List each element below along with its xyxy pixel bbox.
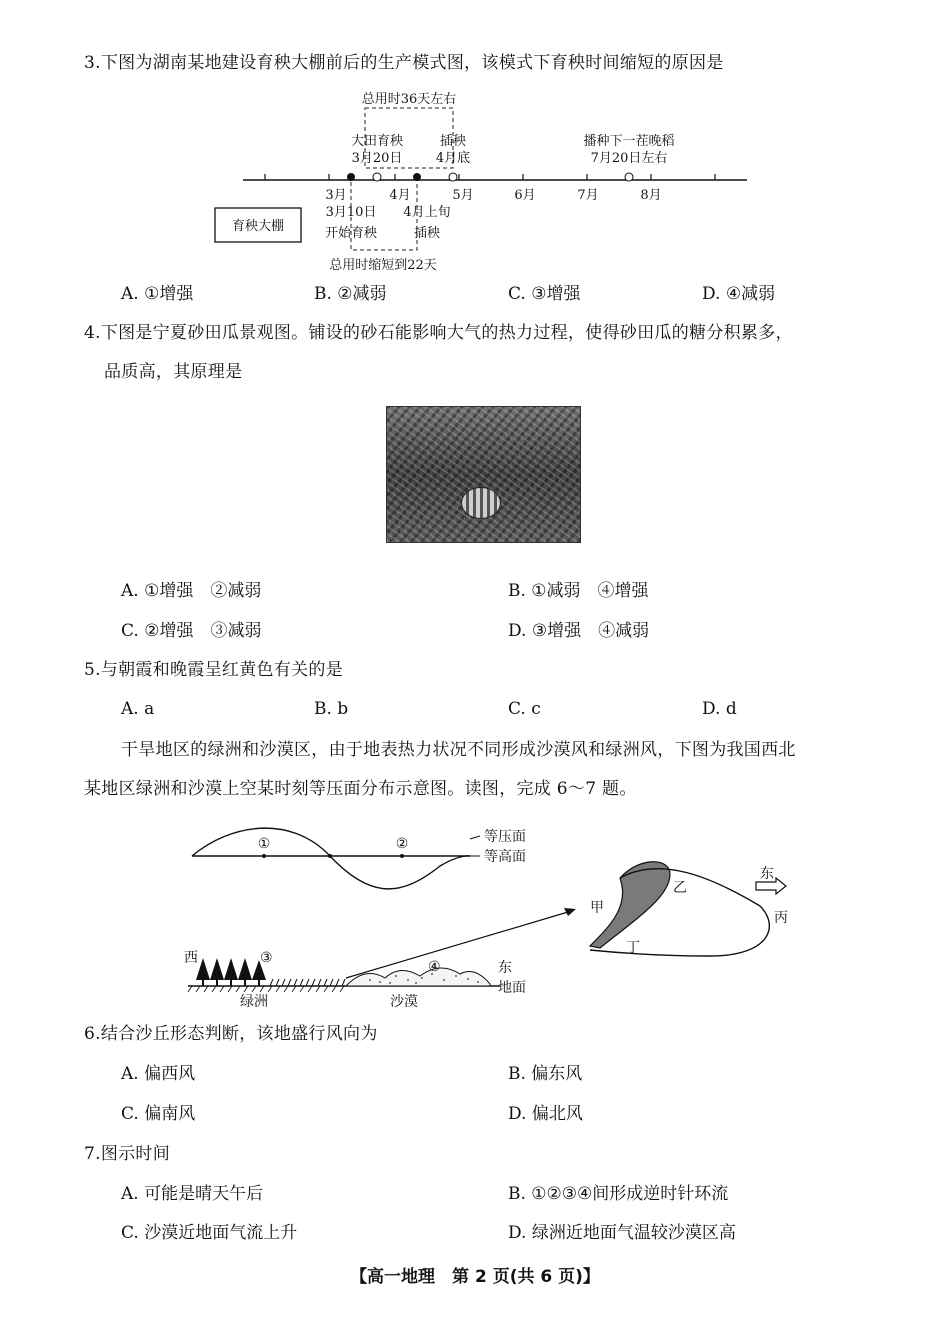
q3-field-date: 3月20日 (351, 151, 403, 166)
intro-line1: 干旱地区的绿洲和沙漠区，由于地表热力状况不同形成沙漠风和绿洲风，下图为我国西北 (121, 740, 796, 760)
q6-option-a[interactable]: A. 偏西风 (121, 1064, 196, 1084)
q3-field-label: 大田育秧 (350, 134, 404, 149)
q7-option-a[interactable]: A. 可能是晴天午后 (121, 1184, 264, 1204)
label-yi: 乙 (673, 880, 687, 896)
q5-option-a[interactable]: A. a (121, 699, 155, 719)
q5-option-c[interactable]: C. c (508, 699, 541, 719)
q4-option-c[interactable]: C. ②增强 ③减弱 (121, 621, 262, 641)
label-point-4: ④ (428, 959, 441, 975)
oasis-desert-figure (170, 816, 800, 1010)
q3-late-rice-label: 播种下一茬晚稻 (583, 134, 675, 149)
q5-stem: 5.与朝霞和晚霞呈红黄色有关的是 (84, 660, 344, 680)
q3-greenhouse-transplant-dot (413, 173, 421, 181)
q3-gh-start: 开始育秧 (324, 226, 378, 241)
label-point-2: ② (395, 836, 409, 852)
q3-month-6: 6月 (514, 188, 536, 203)
q6-option-c[interactable]: C. 偏南风 (121, 1104, 196, 1124)
q5-option-d[interactable]: D. d (702, 699, 737, 719)
point-2-dot (400, 854, 404, 858)
oasis-trees (196, 958, 266, 986)
q3-late-rice-dot (625, 173, 633, 181)
intro-line2: 某地区绿洲和沙漠上空某时刻等压面分布示意图。读图，完成 6～7 题。 (84, 779, 637, 799)
q4-option-d[interactable]: D. ③增强 ④减弱 (508, 621, 650, 641)
q3-transplant-label: 插秧 (439, 134, 467, 149)
label-point-3: ③ (260, 950, 273, 966)
q3-bottom-total: 总用时缩短到22天 (329, 258, 437, 273)
label-point-1: ① (257, 836, 271, 852)
q3-option-a[interactable]: A. ①增强 (121, 284, 194, 304)
zoom-arrow-head (564, 908, 576, 916)
q3-late-rice-date: 7月20日左右 (590, 151, 668, 166)
q3-gh-transplant-date: 4月上旬 (403, 205, 451, 220)
label-oasis: 绿洲 (240, 994, 268, 1010)
q4-stem-line1: 4.下图是宁夏砂田瓜景观图。铺设的砂石能影响大气的热力过程，使得砂田瓜的糖分积累多， (84, 323, 793, 343)
label-desert: 沙漠 (390, 994, 418, 1010)
point-mid-dot (328, 854, 332, 858)
q3-transplant-date: 4月底 (435, 151, 471, 166)
ground-hatching (188, 986, 344, 992)
q3-month-3: 3月 (325, 188, 347, 203)
q3-month-4: 4月 (389, 188, 411, 203)
q3-option-d[interactable]: D. ④减弱 (702, 284, 776, 304)
label-jia: 甲 (590, 900, 604, 916)
q3-greenhouse-start-dot (347, 173, 355, 181)
point-1-dot (262, 854, 266, 858)
q3-stem: 3.下图为湖南某地建设育秧大棚前后的生产模式图，该模式下育秧时间缩短的原因是 (84, 53, 724, 73)
q3-month-5: 5月 (452, 188, 474, 203)
label-east: 东 (498, 960, 512, 976)
q6-option-b[interactable]: B. 偏东风 (508, 1064, 583, 1084)
q4-option-a[interactable]: A. ①增强 ②减弱 (121, 581, 262, 601)
zoom-arrow-line (346, 912, 568, 978)
label-dune-east: 东 (760, 866, 774, 882)
label-ding: 丁 (626, 940, 640, 956)
sand-field-melon-photo (386, 406, 581, 543)
q3-month-7: 7月 (577, 188, 599, 203)
q7-stem: 7.图示时间 (84, 1144, 171, 1164)
q4-stem-line2: 品质高，其原理是 (104, 362, 243, 382)
label-isobar: 等压面 (484, 829, 526, 845)
page-footer: 【高一地理 第 2 页(共 6 页)】 (350, 1267, 600, 1287)
q6-stem: 6.结合沙丘形态判断，该地盛行风向为 (84, 1024, 378, 1044)
q7-option-d[interactable]: D. 绿洲近地面气温较沙漠区高 (508, 1223, 736, 1243)
q3-greenhouse-label: 育秧大棚 (231, 219, 285, 234)
q3-gh-transplant: 插秧 (413, 226, 441, 241)
q3-gh-start-date: 3月10日 (325, 205, 377, 220)
label-west: 西 (184, 950, 198, 966)
q3-month-8: 8月 (640, 188, 662, 203)
q3-ticks (265, 174, 715, 180)
q3-option-b[interactable]: B. ②减弱 (314, 284, 387, 304)
watermelon (461, 487, 501, 519)
q3-field-start-dot (373, 173, 381, 181)
q3-timeline-figure (205, 88, 765, 278)
q5-option-b[interactable]: B. b (314, 699, 349, 719)
label-bing: 丙 (774, 910, 788, 926)
q6-option-d[interactable]: D. 偏北风 (508, 1104, 583, 1124)
q3-option-c[interactable]: C. ③增强 (508, 284, 581, 304)
label-ground: 地面 (498, 980, 526, 996)
label-isoheight: 等高面 (484, 849, 526, 865)
desert-dunes (346, 968, 490, 986)
q4-option-b[interactable]: B. ①减弱 ④增强 (508, 581, 649, 601)
q3-top-total: 总用时36天左右 (361, 92, 457, 107)
oasis-grass (270, 979, 345, 986)
q3-field-transplant-dot (449, 173, 457, 181)
q7-option-b[interactable]: B. ①②③④间形成逆时针环流 (508, 1184, 729, 1204)
isobar-curve (192, 828, 470, 889)
q7-option-c[interactable]: C. 沙漠近地面气流上升 (121, 1223, 298, 1243)
